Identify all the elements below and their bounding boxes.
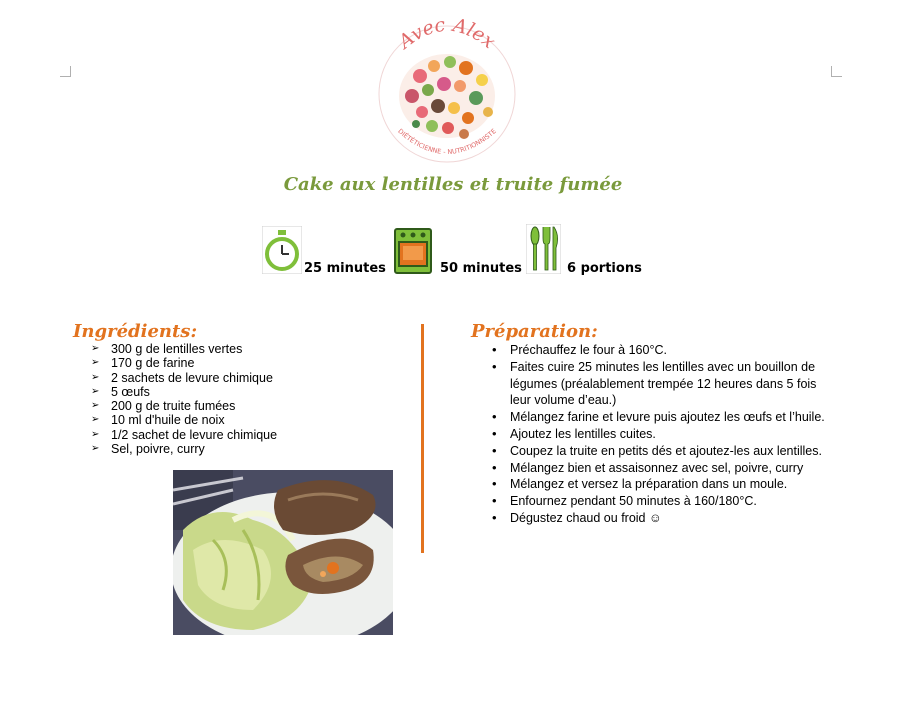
logo-subtitle-text: DIÉTÉTICIENNE - NUTRITIONNISTE xyxy=(396,127,498,157)
ingredient-item: ➢ 170 g de farine xyxy=(91,356,411,370)
ingredients-list xyxy=(91,342,411,456)
avec-alex-logo xyxy=(376,14,518,164)
preparation-step: • Enfournez pendant 50 minutes à 160/180°C. xyxy=(490,493,835,510)
cook-time: 50 minutes xyxy=(440,261,522,276)
crop-mark-top-left xyxy=(60,66,71,77)
ingredient-item: ➢ 2 sachets de levure chimique xyxy=(91,371,411,385)
recipe-meta xyxy=(0,224,906,276)
dish-photo xyxy=(173,470,393,635)
ingredient-item: ➢ Sel, poivre, curry xyxy=(91,442,411,456)
preparation-step: • Préchauffez le four à 160°C. xyxy=(490,342,835,359)
preparation-step: • Dégustez chaud ou froid ☺ xyxy=(490,510,835,527)
ingredient-item: ➢ 200 g de truite fumées xyxy=(91,399,411,413)
ingredient-item: ➢ 5 œufs xyxy=(91,385,411,399)
food-collage-icon xyxy=(399,54,495,139)
preparation-heading: Préparation: xyxy=(471,321,598,342)
preparation-step: • Coupez la truite en petits dés et ajoutez-les aux lentilles. xyxy=(490,443,835,460)
cutlery-icon xyxy=(526,224,561,274)
preparation-list xyxy=(490,342,835,527)
crop-mark-top-right xyxy=(831,66,842,77)
preparation-step: • Ajoutez les lentilles cuites. xyxy=(490,426,835,443)
preparation-step: • Mélangez farine et levure puis ajoutez les œufs et l’huile. xyxy=(490,409,835,426)
ingredient-item: ➢ 10 ml d'huile de noix xyxy=(91,413,411,427)
ingredient-item: ➢ 1/2 sachet de levure chimique xyxy=(91,428,411,442)
preparation-step: • Mélangez et versez la préparation dans un moule. xyxy=(490,476,835,493)
ingredients-heading: Ingrédients: xyxy=(73,321,198,342)
prep-time: 25 minutes xyxy=(304,261,386,276)
logo-brand-text: Avec Alex xyxy=(394,14,500,54)
preparation-step: • Mélangez bien et assaisonnez avec sel, poivre, curry xyxy=(490,460,835,477)
timer-icon xyxy=(262,226,302,274)
preparation-step: • Faites cuire 25 minutes les lentilles avec un bouillon de légumes (préalablement trempée 12 heures dans 5 fois leur volume d’eau.) xyxy=(490,359,835,409)
recipe-title: Cake aux lentilles et truite fumée xyxy=(283,174,623,195)
column-divider xyxy=(421,324,424,553)
ingredient-item: ➢ 300 g de lentilles vertes xyxy=(91,342,411,356)
portions: 6 portions xyxy=(567,261,642,276)
oven-icon xyxy=(394,228,432,274)
